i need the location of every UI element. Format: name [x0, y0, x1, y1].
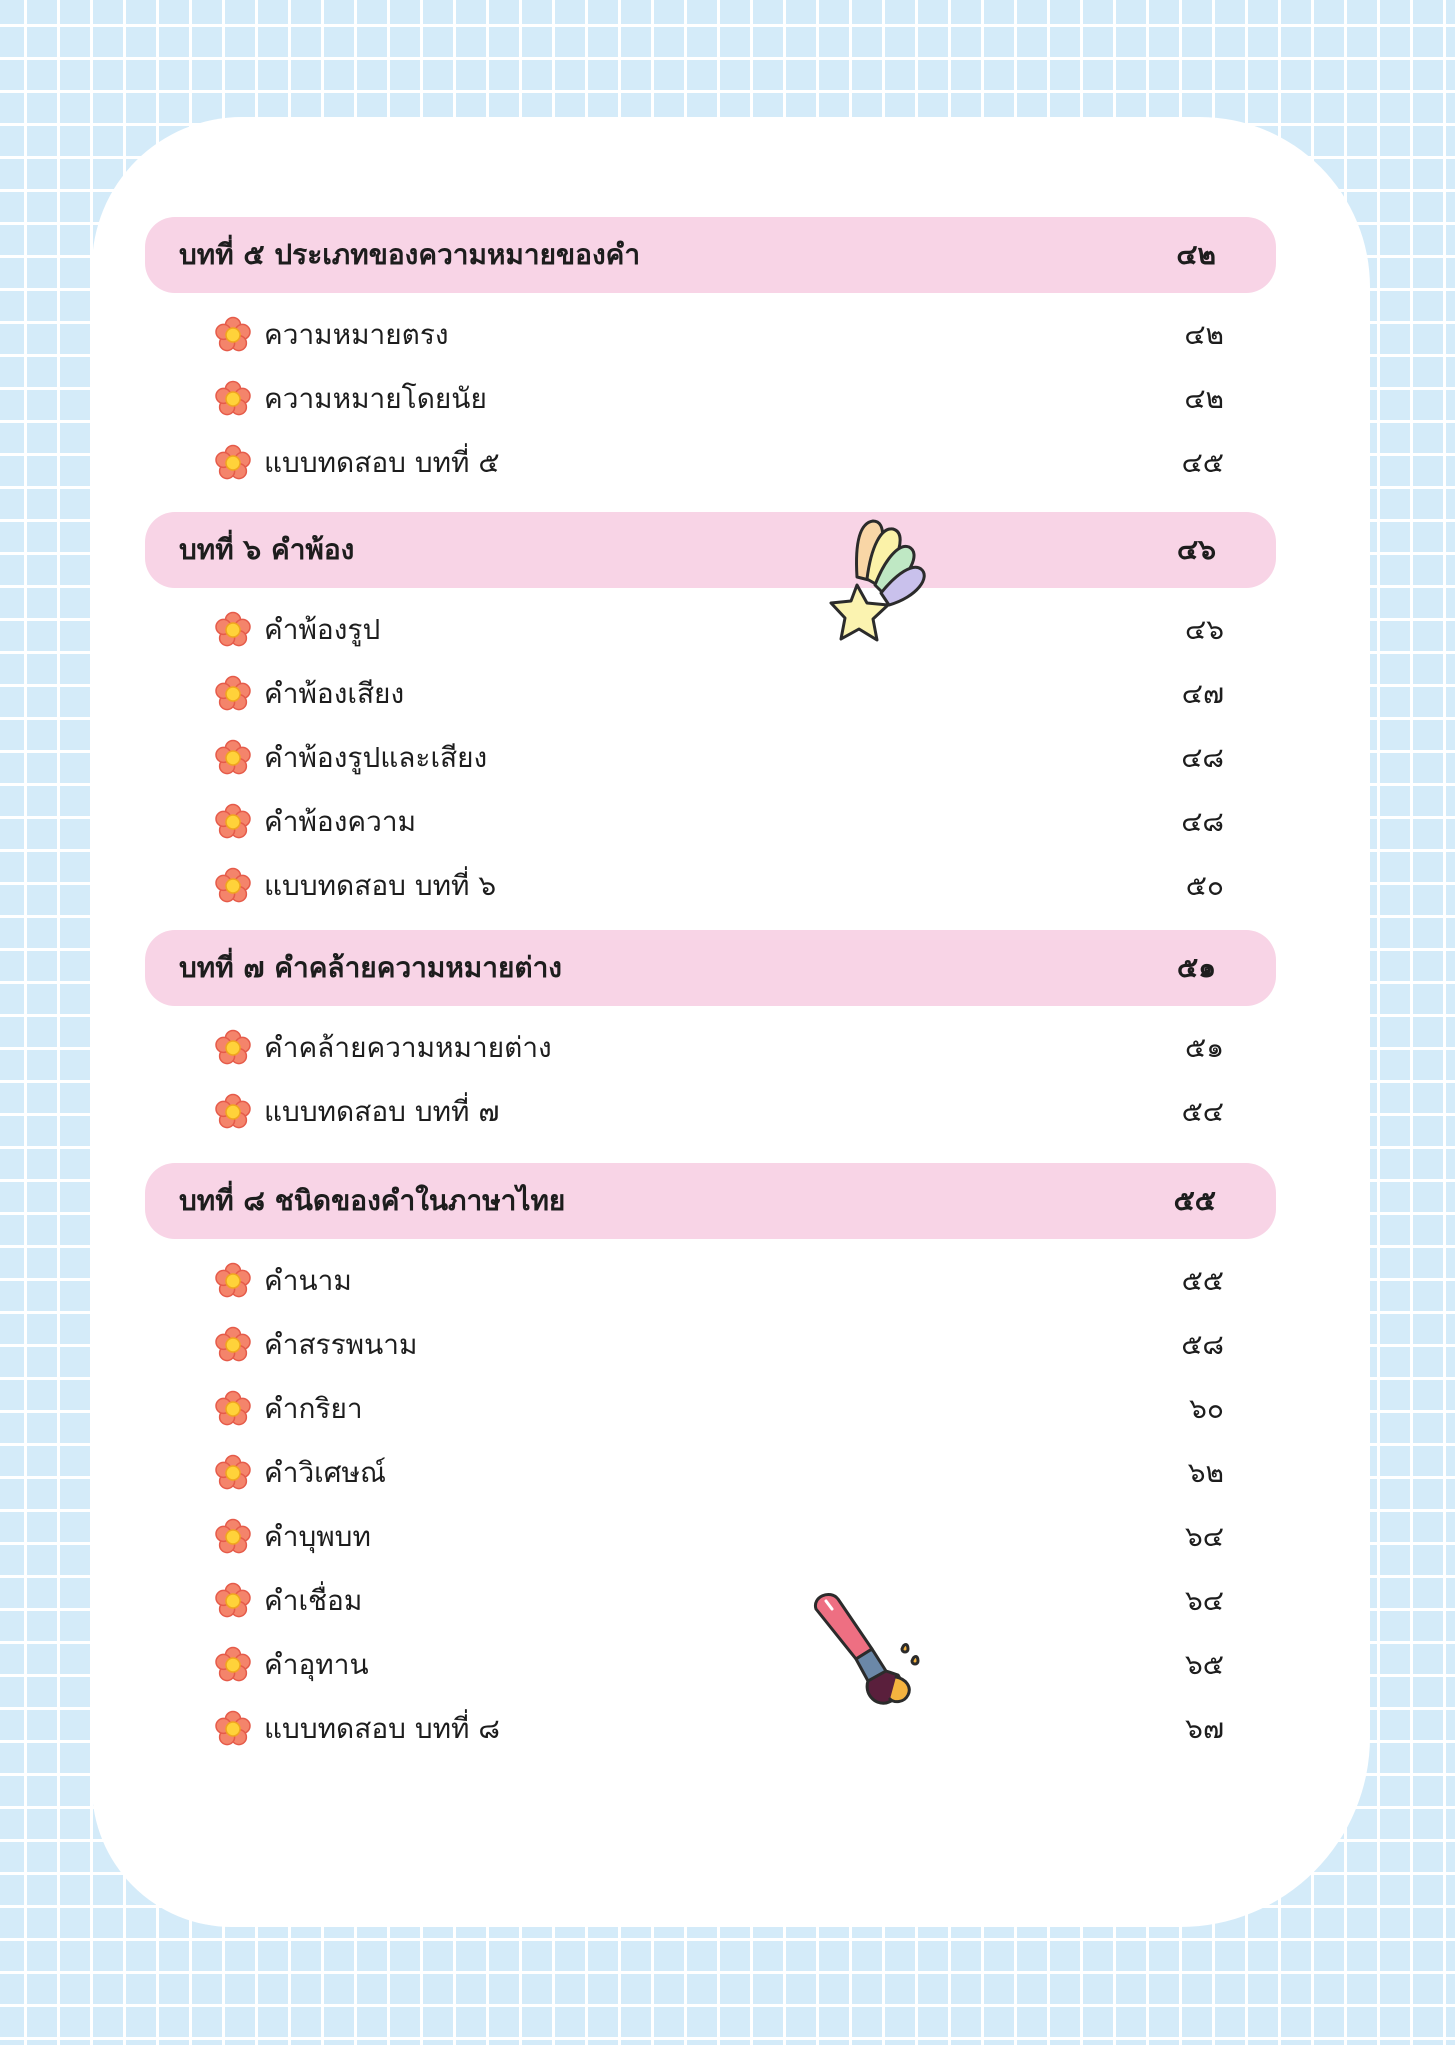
- toc-item-label: แบบทดสอบ บทที่ ๘: [264, 1712, 501, 1745]
- toc-item[interactable]: [214, 307, 1224, 363]
- toc-item[interactable]: [214, 602, 1224, 658]
- chapter-title: บทที่ ๖ คำพ้อง: [179, 533, 355, 566]
- toc-item-page: ๕๔: [1181, 1095, 1224, 1128]
- chapter-8-heading[interactable]: [145, 1163, 1276, 1239]
- toc-item[interactable]: [214, 1701, 1224, 1757]
- toc-item-page: ๔๖: [1185, 613, 1224, 646]
- toc-item-label: แบบทดสอบ บทที่ ๕: [264, 446, 500, 479]
- flower-icon: [214, 611, 252, 649]
- toc-item-page: ๔๕: [1181, 446, 1224, 479]
- toc-item-label: คำพ้องรูปและเสียง: [264, 741, 488, 774]
- toc-item-label: คำอุทาน: [264, 1648, 369, 1681]
- toc-item[interactable]: [214, 1573, 1224, 1629]
- toc-item[interactable]: [214, 1020, 1224, 1076]
- chapter-page: ๕๕: [1173, 1184, 1216, 1217]
- flower-icon: [214, 1390, 252, 1428]
- toc-item-label: คำพ้องความ: [264, 805, 417, 838]
- toc-item[interactable]: [214, 858, 1224, 914]
- chapter-5-heading[interactable]: [145, 217, 1276, 293]
- toc-item[interactable]: [214, 371, 1224, 427]
- toc-item-label: ความหมายตรง: [264, 318, 449, 351]
- flower-icon: [214, 1710, 252, 1748]
- chapter-7-heading[interactable]: [145, 930, 1276, 1006]
- flower-icon: [214, 675, 252, 713]
- toc-item-label: คำสรรพนาม: [264, 1328, 418, 1361]
- chapter-page: ๕๑: [1177, 951, 1216, 984]
- shooting-star-rainbow-icon: [815, 515, 935, 647]
- toc-item-page: ๔๘: [1181, 741, 1224, 774]
- chapter-title: บทที่ ๘ ชนิดของคำในภาษาไทย: [179, 1184, 566, 1217]
- toc-item[interactable]: [214, 1381, 1224, 1437]
- flower-icon: [214, 1454, 252, 1492]
- toc-item[interactable]: [214, 1317, 1224, 1373]
- toc-item-label: คำเชื่อม: [264, 1584, 363, 1617]
- table-of-contents: [92, 117, 1370, 1927]
- toc-item-page: ๖๗: [1185, 1712, 1224, 1745]
- chapter-page: ๔๖: [1177, 533, 1216, 566]
- flower-icon: [214, 739, 252, 777]
- toc-item-page: ๔๗: [1181, 677, 1224, 710]
- toc-item-page: ๕๕: [1181, 1264, 1224, 1297]
- toc-item-page: ๕๐: [1185, 869, 1224, 902]
- flower-icon: [214, 444, 252, 482]
- toc-item-label: คำพ้องรูป: [264, 613, 381, 646]
- chapter-page: ๔๒: [1176, 238, 1216, 271]
- toc-item-page: ๖๕: [1185, 1648, 1224, 1681]
- toc-item-page: ๔๒: [1184, 318, 1224, 351]
- toc-item-label: ความหมายโดยนัย: [264, 382, 487, 415]
- flower-icon: [214, 867, 252, 905]
- toc-item-page: ๖๔: [1185, 1520, 1224, 1553]
- toc-item-label: คำวิเศษณ์: [264, 1456, 386, 1489]
- flower-icon: [214, 803, 252, 841]
- flower-icon: [214, 1646, 252, 1684]
- flower-icon: [214, 316, 252, 354]
- toc-item-label: คำนาม: [264, 1264, 352, 1297]
- toc-item-label: แบบทดสอบ บทที่ ๖: [264, 869, 497, 902]
- toc-card: [92, 117, 1370, 1927]
- toc-item-page: ๕๘: [1181, 1328, 1224, 1361]
- toc-item[interactable]: [214, 1445, 1224, 1501]
- toc-item[interactable]: [214, 1637, 1224, 1693]
- toc-item-label: คำพ้องเสียง: [264, 677, 405, 710]
- toc-item-label: คำกริยา: [264, 1392, 363, 1425]
- toc-item[interactable]: [214, 1084, 1224, 1140]
- toc-item-page: ๔๘: [1181, 805, 1224, 838]
- toc-item-page: ๖๔: [1185, 1584, 1224, 1617]
- toc-item-label: คำคล้ายความหมายต่าง: [264, 1031, 552, 1064]
- flower-icon: [214, 1029, 252, 1067]
- toc-item-page: ๖๒: [1187, 1456, 1224, 1489]
- toc-item-page: ๕๑: [1185, 1031, 1224, 1064]
- toc-item-label: คำบุพบท: [264, 1520, 371, 1553]
- flower-icon: [214, 1326, 252, 1364]
- toc-item-page: ๖๐: [1189, 1392, 1224, 1425]
- chapter-6-heading[interactable]: [145, 512, 1276, 588]
- toc-item-page: ๔๒: [1184, 382, 1224, 415]
- flower-icon: [214, 1582, 252, 1620]
- toc-item-label: แบบทดสอบ บทที่ ๗: [264, 1095, 500, 1128]
- flower-icon: [214, 1518, 252, 1556]
- flower-icon: [214, 1093, 252, 1131]
- toc-item[interactable]: [214, 666, 1224, 722]
- toc-item[interactable]: [214, 1253, 1224, 1309]
- toc-item[interactable]: [214, 1509, 1224, 1565]
- flower-icon: [214, 1262, 252, 1300]
- toc-item[interactable]: [214, 794, 1224, 850]
- chapter-title: บทที่ ๗ คำคล้ายความหมายต่าง: [179, 951, 562, 984]
- flower-icon: [214, 380, 252, 418]
- chapter-title: บทที่ ๕ ประเภทของความหมายของคำ: [179, 238, 641, 271]
- paintbrush-icon: [802, 1587, 932, 1717]
- toc-item[interactable]: [214, 435, 1224, 491]
- toc-item[interactable]: [214, 730, 1224, 786]
